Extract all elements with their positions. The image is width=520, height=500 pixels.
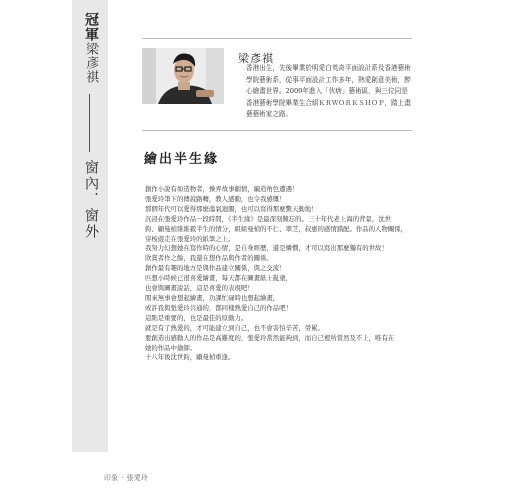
article-paragraph: 穿梭遊走在張愛玲的紙筆之上。 [145,234,235,243]
author-portrait-image [142,48,224,104]
article-paragraph: 匹想小時候已很喜愛繪畫，每天都在圖畫紙上亂塗， [145,274,292,283]
article-paragraph: 要創造出感動人的作品是高難度的，張愛玲當然能夠到，而自己裡所當然及不上，唯有在 [145,333,395,342]
article-paragraph: 也會與圖畫說話，這是喜愛的表現吧！ [145,284,254,293]
article-paragraph: 或許我與張愛玲共通的，都同樣熱愛自己的作品吧！ [145,303,292,312]
article-paragraph: 她的作品中偷師。 [145,343,197,352]
sidebar-author-name: 梁彥祺 [83,42,98,84]
article-paragraph: 就是有了熱愛的，才可能建立到自己，也不會害怕辛苦，勞累。 [145,323,324,332]
bio-bottom-rule [142,130,412,131]
page-footer: 印象 · 張愛玲 [104,474,149,482]
sidebar-divider [89,94,90,152]
article-body [145,185,415,363]
article-paragraph: 那個年代可以愛得那麼蕩氣迴腸，也可以寫得那麼驚天動地！ [145,204,318,213]
article-paragraph: 這點是重要的，也是最佳的原動力。 [145,313,248,322]
article-paragraph: 閒來無事會想起繪畫，功課忙碌時也想起繪畫， [145,293,280,302]
article-paragraph: 創作小說有如造物者，操弄故事劇情，編造角色遭遇！ [145,185,299,193]
author-photo [142,48,224,104]
article-paragraph: 欣賞者作之餘，我還在想作品與作者的關係。 [145,254,273,263]
article-paragraph: 我努力幻想她在寫作時的心情，是自身經歷，還是憐憫，才可以寫出那麼獨有的世故！ [145,244,388,253]
article-paragraph: 鈞、顧曼楨維維毅半生的情分，組組曼楨的不仁、翠芝，叔惠的感情錯配。作品的人物關係， [145,224,408,233]
article-paragraph: 創作最有趣的地方是與作品建立關係，與之交流！ [145,264,286,273]
bio-text: 香港出生，先後畢業於明愛白英奇平面設計系及香港藝術學院藝術系，從事平面設計工作多年，熱愛創意美術，醉心繪畫世界。2009年進入「伙痞」藝術區，與三位同是香港藝術學院畢業生合組ＫＲＷＯＲＫＳＨＯＰ，踏上畫藝藝術家之路。 [246,64,411,118]
article-title: 繪出半生緣 [144,152,220,167]
bio-author-name: 梁彥祺 [238,52,274,65]
article-paragraph: 沉浸在張愛玲作品一段時間，《半生緣》是最深刻難忘的。三十年代老上海的背景，沈世 [145,214,392,223]
top-rule [142,38,412,39]
article-paragraph: 十八年後沈世鈞，顧曼楨重逢。 [145,353,235,362]
article-paragraph: 張愛玲筆下的傳說路轉，教人感動，也令我感慨！ [145,194,286,203]
series-label: 冠軍 [83,12,99,42]
sidebar-section-title: 窗內．窗外 [83,160,99,240]
